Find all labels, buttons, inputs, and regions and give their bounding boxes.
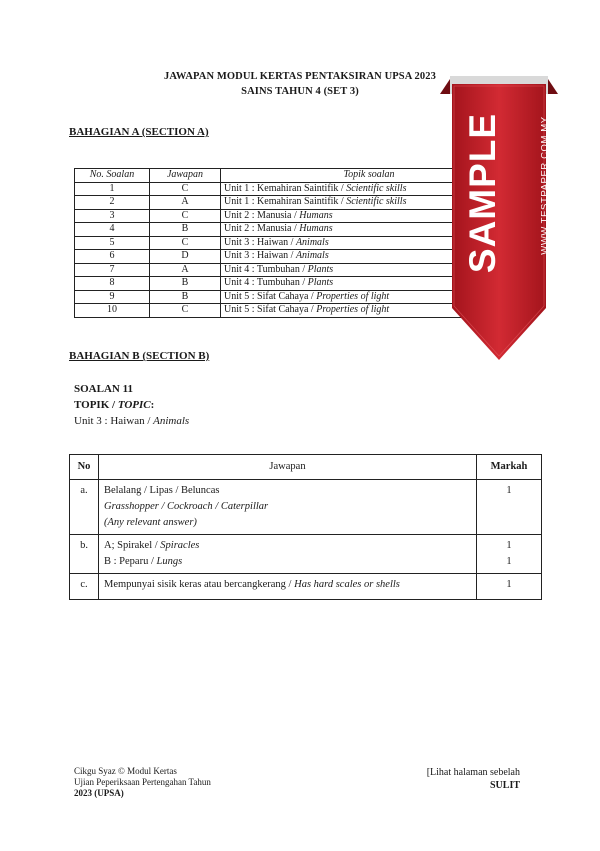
topic-text: Unit 3 : Haiwan / [224,236,296,248]
topic-text-en: Plants [307,263,334,275]
part-label: c. [70,574,99,600]
question-number: 4 [75,223,150,237]
topic-text: Unit 4 : Tumbuhan / [224,263,308,275]
question-block [74,381,189,429]
section-b-heading: BAHAGIAN B (SECTION B) [69,350,210,362]
answer-letter: A [150,196,221,210]
topic-text-en: Properties of light [316,304,390,315]
mark-value: 1 [506,540,512,551]
topic-text: Unit 2 : Manusia / [224,209,300,221]
column-header-no: No. Soalan [75,169,150,183]
answer-letter: B [150,223,221,237]
answer-text-en: Has hard scales or shells [294,579,400,590]
footer-right [427,766,520,792]
topic-text-en: Humans [299,209,333,221]
answer-cell [99,574,477,600]
watermark-site-text: WWW.TESTPAPER.COM.MY [539,116,551,255]
table-header-row [70,455,542,480]
column-header-no: No [70,455,99,480]
question-topic-value [74,413,189,429]
column-header-answer: Jawapan [150,169,221,183]
topic-text-en: Animals [295,250,329,261]
topic-text-en: Humans [299,223,333,234]
part-label: a. [70,480,99,535]
answer-text: A; Spirakel / [104,540,161,551]
answer-text: B : Peparu / [104,556,157,567]
answer-line [104,577,471,593]
question-number: 3 [75,209,150,223]
topic-text: Unit 5 : Sifat Cahaya / [224,304,317,315]
topic-text-en: Properties of light [316,290,390,302]
question-number: 7 [75,263,150,277]
topic-text-en: Plants [307,277,334,288]
question-number: 9 [75,290,150,304]
question-topic-label [74,397,189,413]
document-title: JAWAPAN MODUL KERTAS PENTAKSIRAN UPSA 2023 [164,71,436,82]
question-number: 2 [75,196,150,210]
question-number: 6 [75,250,150,264]
footer-next-page: [Lihat halaman sebelah [426,767,520,778]
sample-watermark-ribbon [440,72,558,362]
question-number-heading: SOALAN 11 [74,383,133,395]
answer-letter: C [150,209,221,223]
footer-left [74,766,211,799]
topic-value: Unit 3 : Haiwan / [74,415,154,427]
column-header-topic: Topik soalan [221,169,518,183]
footer-classification: SULIT [489,780,520,791]
question-number: 8 [75,277,150,291]
topic-text: Unit 2 : Manusia / [224,223,300,234]
question-number: 1 [75,182,150,196]
question-number: 10 [75,304,150,318]
answer-note: (Any relevant answer) [104,517,197,528]
answer-cell [99,535,477,574]
watermark-main-text: SAMPLE [462,112,503,274]
column-header-answer: Jawapan [99,455,477,480]
topic-text-en: Scientific skills [346,182,407,194]
topic-text: Unit 1 : Kemahiran Saintifik / [224,196,347,207]
table-row [70,574,542,600]
answer-letter: C [150,236,221,250]
topic-text: Unit 5 : Sifat Cahaya / [224,290,317,302]
mark-cell [477,535,542,574]
answer-letter: D [150,250,221,264]
answer-letter: B [150,277,221,291]
mark-value: 1 [506,556,512,567]
answer-text: Mempunyai sisik keras atau bercangkerang / [104,579,295,590]
topic-label-en: TOPIC [117,399,151,411]
topic-text: Unit 1 : Kemahiran Saintifik / [224,182,347,194]
mark-value: 1 [477,480,542,535]
document-subtitle: SAINS TAHUN 4 (SET 3) [241,86,359,97]
table-row [70,480,542,535]
answer-cell [99,480,477,535]
answer-letter: C [150,182,221,196]
footer-year: 2023 (UPSA) [74,788,124,798]
answer-letter: B [150,290,221,304]
answer-line [104,554,471,570]
footer-author: Cikgu Syaz © Modul Kertas [74,766,177,776]
table-row [70,535,542,574]
answer-line-en: Grasshopper / Cockroach / Caterpillar [104,501,269,512]
answer-line [104,538,471,554]
topic-text-en: Animals [295,236,329,248]
topic-label: TOPIK / [74,399,118,411]
answer-letter: C [150,304,221,318]
topic-label-colon: : [150,399,155,411]
topic-text: Unit 3 : Haiwan / [224,250,296,261]
footer-exam-name: Ujian Peperiksaan Pertengahan Tahun [74,777,211,787]
column-header-marks: Markah [477,455,542,480]
answer-letter: A [150,263,221,277]
question-number: 5 [75,236,150,250]
topic-text: Unit 4 : Tumbuhan / [224,277,308,288]
mark-value: 1 [477,574,542,600]
answer-text-en: Lungs [156,556,183,567]
topic-text-en: Scientific skills [346,196,407,207]
section-a-heading: BAHAGIAN A (SECTION A) [69,126,209,138]
topic-value-en: Animals [153,415,190,427]
answer-line: Belalang / Lipas / Beluncas [104,485,220,496]
section-b-answer-table [69,454,542,600]
part-label: b. [70,535,99,574]
answer-text-en: Spiracles [160,540,200,551]
